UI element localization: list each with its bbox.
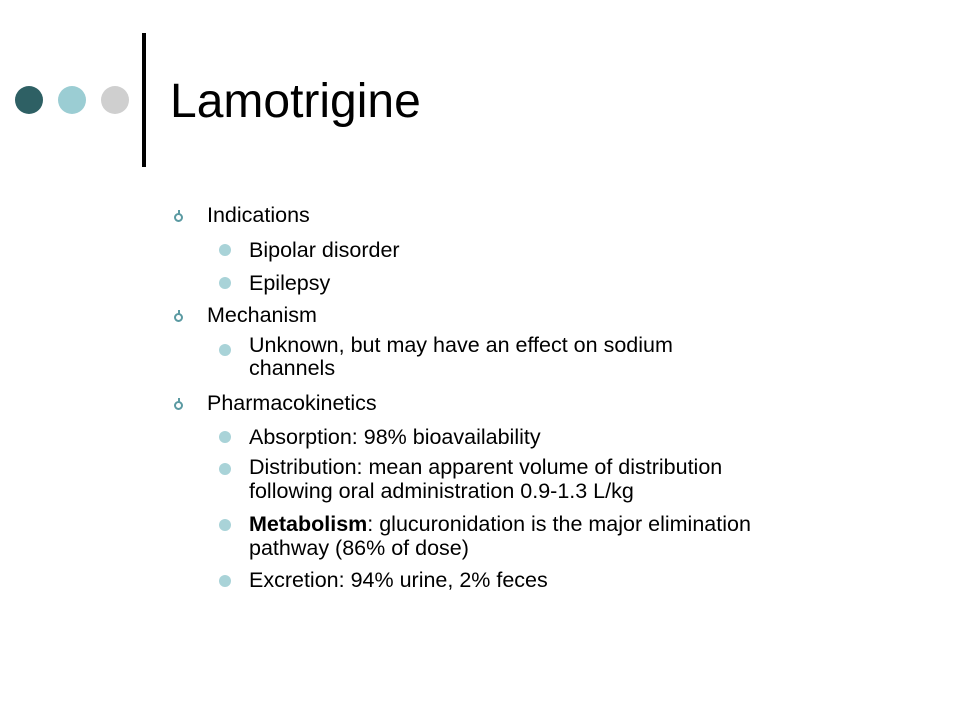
slide-title: Lamotrigine xyxy=(170,75,421,128)
bullet-icon xyxy=(219,431,231,443)
list-item xyxy=(249,513,751,535)
section-bullet-icon xyxy=(174,313,183,322)
section-heading-pharmacokinetics: Pharmacokinetics xyxy=(207,391,377,415)
section-heading-mechanism: Mechanism xyxy=(207,303,317,327)
list-item: Bipolar disorder xyxy=(249,238,400,262)
metabolism-text: : glucuronidation is the major elimination xyxy=(367,512,751,536)
list-item-continuation: pathway (86% of dose) xyxy=(249,536,469,560)
list-item: Excretion: 94% urine, 2% feces xyxy=(249,568,548,592)
bullet-icon xyxy=(219,463,231,475)
bullet-icon xyxy=(219,344,231,356)
section-heading-indications: Indications xyxy=(207,203,310,227)
bullet-icon xyxy=(219,575,231,587)
bullet-icon xyxy=(219,277,231,289)
list-item: Unknown, but may have an effect on sodium xyxy=(249,333,673,357)
list-item: Distribution: mean apparent volume of distribution xyxy=(249,455,723,479)
bullet-icon xyxy=(219,244,231,256)
section-bullet-icon xyxy=(174,213,183,222)
section-bullet-icon xyxy=(174,401,183,410)
bullet-icon xyxy=(219,519,231,531)
metabolism-label: Metabolism xyxy=(249,512,368,536)
list-item: Absorption: 98% bioavailability xyxy=(249,425,541,449)
list-item-continuation: following oral administration 0.9-1.3 L/kg xyxy=(249,479,634,503)
list-item-continuation: channels xyxy=(249,356,336,380)
list-item: Epilepsy xyxy=(249,271,331,295)
